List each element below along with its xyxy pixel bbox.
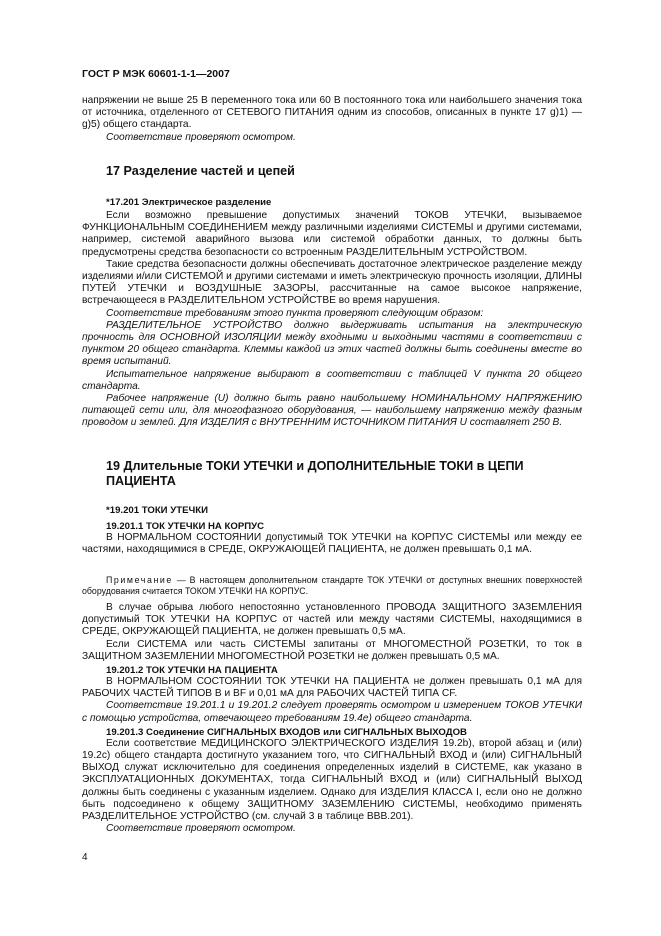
- subsection-19-201-title: *19.201 ТОКИ УТЕЧКИ: [106, 505, 208, 516]
- subsection-19-201-1-title: 19.201.1 ТОК УТЕЧКИ НА КОРПУС: [106, 521, 265, 532]
- paragraph-19-2-a: В НОРМАЛЬНОМ СОСТОЯНИИ ТОК УТЕЧКИ НА ПАЦИЕНТА не должен превышать 0,1 мА для РАБОЧИХ ЧАСТЕЙ ТИПОВ В и BF и 0,01 мА для РАБОЧИХ ЧАСТЕЙ ТИПА CF.: [82, 676, 582, 700]
- paragraph-17-f: Рабочее напряжение (U) должно быть равно наибольшему НОМИНАЛЬНОМУ НАПРЯЖЕНИЮ питающей сети или, для многофазного оборудования, — наибольшему напряжению между фазным проводом и землей. Для ИЗДЕЛИЯ с ВНУТРЕННИМ ИСТОЧНИКОМ ПИТАНИЯ U составляет 250 В.: [82, 393, 582, 429]
- paragraph-19-1-a: В НОРМАЛЬНОМ СОСТОЯНИИ допустимый ТОК УТЕЧКИ на КОРПУС СИСТЕМЫ или между ее частями, находящимися в СРЕДЕ, ОКРУЖАЮЩЕЙ ПАЦИЕНТА, не должен превышать 0,1 мА.: [82, 532, 582, 556]
- section-19-title: 19 Длительные ТОКИ УТЕЧКИ и ДОПОЛНИТЕЛЬНЫЕ ТОКИ в ЦЕПИ ПАЦИЕНТА: [106, 459, 524, 488]
- page-number: 4: [82, 852, 88, 863]
- paragraph-17-b: Такие средства безопасности должны обеспечивать достаточное электрическое разделение между изделиями и/или СИСТЕМОЙ и другими системами и иметь электрическую прочность изоляции, ДЛИНЫ ПУТЕЙ УТЕЧКИ и ВОЗДУШНЫЕ ЗАЗОРЫ, рассчитанные на самое высокое напряжение, встречающееся в РАЗДЕЛИТЕЛЬНОМ УСТРОЙСТВЕ во время нарушения.: [82, 258, 582, 307]
- subsection-19-201-2-title: 19.201.2 ТОК УТЕЧКИ НА ПАЦИЕНТА: [106, 665, 278, 677]
- paragraph-17-a: Если возможно превышение допустимых значений ТОКОВ УТЕЧКИ, вызываемое ФУНКЦИОНАЛЬНЫМ СОЕДИНЕНИЕМ между различными изделиями СИСТЕМЫ и другими системами, например, системой аварийного вызова или системой обработки данных, то должны быть предусмотрены средства безопасности со встроенным РАЗДЕЛИТЕЛЬНЫМ УСТРОЙСТВОМ.: [82, 210, 582, 258]
- paragraph-19-1-c: Если СИСТЕМА или часть СИСТЕМЫ запитаны от МНОГОМЕСТНОЙ РОЗЕТКИ, то ток в ЗАЩИТНОМ ЗАЗЕМЛЕНИИ МНОГОМЕСТНОЙ РОЗЕТКИ не должен превышать 0,5 мА.: [82, 638, 582, 662]
- paragraph-intro: напряжении не выше 25 В переменного тока или 60 В постоянного тока или наибольшего значения тока от источника, отделенного от СЕТЕВОГО ПИТАНИЯ одним из способов, описанных в пункте 17 g)1) — g)5) общего стандарта.: [82, 95, 582, 131]
- subsection-17-201-title: *17.201 Электрическое разделение: [106, 197, 272, 208]
- paragraph-17-d: РАЗДЕЛИТЕЛЬНОЕ УСТРОЙСТВО должно выдерживать испытания на электрическую прочность для ОСНОВНОЙ ИЗОЛЯЦИИ между входными и выходными частями в соответствии с пунктом 20 общего стандарта. Клеммы каждой из этих частей должны быть соединены вместе во время испытаний.: [82, 319, 582, 368]
- paragraph-19-2-b: Соответствие 19.201.1 и 19.201.2 следует проверять осмотром и измерением ТОКОВ УТЕЧКИ с помощью устройства, отвечающего требованиям 19.4е) общего стандарта.: [82, 700, 582, 724]
- paragraph-19-3-a: Если соответствие МЕДИЦИНСКОГО ЭЛЕКТРИЧЕСКОГО ИЗДЕЛИЯ 19.2b), второй абзац и (или) 19.2с) общего стандарта достигнуто указанием того, что СИГНАЛЬНЫЙ ВХОД и (или) СИГНАЛЬНЫЙ ВЫХОД служат исключительно для соединения определенных изделий в СИСТЕМЕ, как указано в ЭКСПЛУАТАЦИОННЫХ ДОКУМЕНТАХ, тогда СИГНАЛЬНЫЙ ВХОД и (или) СИГНАЛЬНЫЙ ВЫХОД должны быть соединены с указанным изделием. Однако для ИЗДЕЛИЯ КЛАССА I, если оно не должно быть подсоединено к общему ЗАЩИТНОМУ ЗАЗЕМЛЕНИЮ СИСТЕМЫ, необходимо применять РАЗДЕЛИТЕЛЬНОЕ УСТРОЙСТВО (см. случай 3 в таблице ВВВ.201).: [82, 737, 582, 823]
- paragraph-17-c: Соответствие требованиям этого пункта проверяют следующим образом:: [106, 307, 484, 319]
- compliance-check-2: Соответствие проверяют осмотром.: [106, 823, 296, 835]
- document-header: ГОСТ Р МЭК 60601-1-1—2007: [82, 68, 230, 80]
- paragraph-19-1-b: В случае обрыва любого непостоянно установленного ПРОВОДА ЗАЩИТНОГО ЗАЗЕМЛЕНИЯ допустимый ТОК УТЕЧКИ НА КОРПУС от частей или между частями СИСТЕМЫ, находящимися в СРЕДЕ, ОКРУЖАЮЩЕЙ ПАЦИЕНТА, не должен превышать 0,5 мА.: [82, 602, 582, 638]
- note: [82, 575, 582, 597]
- note-text: — В настоящем дополнительном стандарте ТОК УТЕЧКИ от доступных внешних поверхностей оборудования считается ТОКОМ УТЕЧКИ НА КОРПУС.: [82, 575, 582, 596]
- compliance-check: Соответствие проверяют осмотром.: [106, 131, 296, 143]
- paragraph-17-e: Испытательное напряжение выбирают в соответствии с таблицей V пункта 20 общего стандарта.: [82, 368, 582, 392]
- subsection-19-201-3-title: 19.201.3 Соединение СИГНАЛЬНЫХ ВХОДОВ или СИГНАЛЬНЫХ ВЫХОДОВ: [106, 726, 467, 738]
- section-17-title: 17 Разделение частей и цепей: [106, 164, 295, 178]
- note-label: Примечание: [106, 575, 173, 585]
